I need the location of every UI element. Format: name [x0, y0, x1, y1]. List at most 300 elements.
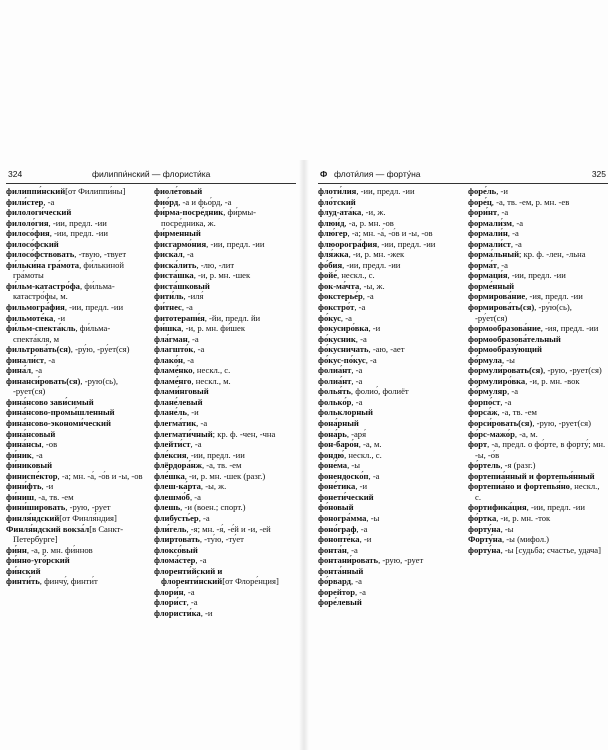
headword: флори́ст [154, 597, 187, 608]
left-column-2 [154, 186, 292, 618]
headword: фле́шка [154, 470, 185, 481]
headword: флибусть́ер [154, 512, 199, 523]
entry-grammar: , -а, тв. -ем [201, 460, 242, 471]
entry-grammar: , -а [354, 586, 366, 597]
dictionary-entry [318, 291, 456, 302]
entry-grammar: , -ии, предл. -ии [49, 228, 108, 239]
entry-grammar: , -а, тв. -ем, р. мн. -ев [491, 196, 570, 207]
dictionary-entry [468, 197, 606, 208]
dictionary-entry [6, 228, 144, 239]
entry-grammar: , -ы [судьба; счастье, удача] [500, 544, 601, 555]
dictionary-entry [468, 502, 606, 513]
headword: фина́нсы [6, 439, 42, 450]
entry-grammar: , -ру́ю(сь), -ру́ет(ся) [475, 302, 572, 323]
headword: фокстро́т [318, 302, 355, 313]
entry-grammar: , -а [340, 312, 352, 323]
entry-grammar: , -а [193, 344, 205, 355]
headword: форса́ж [468, 407, 498, 418]
dictionary-entry [468, 228, 606, 239]
dictionary-entry [468, 460, 606, 471]
dictionary-entry [154, 407, 292, 418]
headword: формообразу́ющий [468, 344, 542, 355]
headword: флегмати́чный [154, 428, 213, 439]
dictionary-entry [6, 239, 144, 250]
dictionary-entry [154, 545, 292, 556]
headword: фла́гман [154, 333, 188, 344]
dictionary-entry [468, 281, 606, 292]
dictionary-entry [6, 302, 144, 313]
entry-grammar: [в Санкт-Петербурге] [13, 523, 124, 545]
left-page [6, 167, 296, 618]
dictionary-entry [468, 524, 606, 535]
headword: флоренти́йский и флоренти́нский [154, 565, 223, 587]
entry-grammar: , -ии, предл. -ии [206, 238, 265, 249]
dictionary-entry [154, 397, 292, 408]
dictionary-entry [318, 481, 456, 492]
headword: фонта́нный [318, 565, 364, 576]
dictionary-entry [6, 355, 144, 366]
entry-grammar: , нескл., с. [192, 365, 231, 376]
entry-grammar: , -ии, предл. -ии [526, 502, 585, 513]
headword: фи́льм-спекта́кль [6, 323, 76, 334]
entry-grammar: , -йи, предл. йи [204, 312, 261, 323]
dictionary-entry [468, 249, 606, 260]
dictionary-entry [468, 334, 606, 345]
dictionary-entry [154, 492, 292, 503]
dictionary-entry [6, 365, 144, 376]
headword: фли́гель [154, 523, 187, 534]
right-page-header [318, 167, 608, 184]
dictionary-entry [154, 197, 292, 208]
dictionary-entry [154, 513, 292, 524]
dictionary-entry [154, 186, 292, 197]
headword: финанси́ровать(ся) [6, 375, 81, 386]
dictionary-entry [154, 207, 292, 228]
headword: филосо́фский [6, 238, 59, 249]
dictionary-entry [468, 429, 606, 440]
entry-grammar: , -и [496, 186, 508, 196]
entry-grammar: , -ы [347, 460, 361, 471]
dictionary-entry [468, 270, 606, 281]
headword: фоно́граф [318, 523, 357, 534]
right-column-1 [318, 186, 456, 608]
headword: флёрдора́нж [154, 460, 202, 471]
dictionary-entry [318, 249, 456, 260]
entry-grammar: , -рую, -рует [65, 502, 111, 513]
dictionary-entry [6, 260, 144, 281]
entry-grammar: , -а [512, 217, 524, 228]
entry-grammar: [от Филиппи́ны] [65, 186, 126, 196]
headword: формули́ровать(ся) [468, 365, 544, 376]
dictionary-entry [318, 566, 456, 577]
headword: фонтани́ровать [318, 555, 379, 566]
entry-grammar: , -иля́ [183, 291, 204, 302]
dictionary-entry [6, 566, 144, 577]
headword: форе́ль [468, 186, 497, 196]
entry-grammar: , фи́льма-катастро́фы, м. [13, 280, 115, 302]
running-head: флоти́лия — форту́на [334, 169, 421, 179]
dictionary-entry [468, 186, 606, 197]
dictionary-entry [468, 302, 606, 323]
dictionary-entry [6, 460, 144, 471]
dictionary-entry [6, 545, 144, 556]
headword: фиска́лить [154, 259, 197, 270]
entry-grammar: , -ии, предл. -ии [186, 449, 245, 460]
entry-grammar: , -а, м. [514, 428, 538, 439]
entry-grammar: , -ов [41, 439, 58, 450]
headword: форт [468, 439, 488, 450]
dictionary-entry [154, 228, 292, 239]
dictionary-entry [154, 281, 292, 292]
headword: Финля́ндский вокза́л [6, 523, 90, 534]
headword: фонети́ческий [318, 491, 374, 502]
entry-grammar: , -а [356, 523, 368, 534]
dictionary-entry [154, 344, 292, 355]
dictionary-entry [6, 524, 144, 545]
headword: форпо́ст [468, 396, 501, 407]
headword: филоло́гия [6, 217, 49, 228]
dictionary-entry [468, 418, 606, 429]
entry-grammar: , -ии, предл. -ии [507, 270, 566, 281]
headword: флешь [154, 502, 181, 513]
entry-grammar: , -а [198, 512, 210, 523]
dictionary-entry [468, 471, 606, 482]
headword: фортифика́ция [468, 502, 527, 513]
headword: фонопте́ка [318, 534, 360, 545]
dictionary-entry [318, 270, 456, 281]
headword: фольклорный [318, 407, 373, 418]
headword: фонендоско́п [318, 470, 369, 481]
headword: фини́фть [6, 481, 42, 492]
headword: фи́льки́на гра́мота [6, 259, 80, 270]
entry-grammar: , -а [365, 354, 377, 365]
dictionary-entry [154, 249, 292, 260]
headword: фиста́шковый [154, 280, 210, 291]
headword: фокусиро́вка [318, 323, 369, 334]
headword: фио́рд [154, 196, 179, 207]
dictionary-entry [6, 429, 144, 440]
headword: фок-ма́чта [318, 280, 360, 291]
entry-grammar: , -а [354, 302, 366, 313]
entry-grammar: , -а [351, 365, 363, 376]
entry-grammar: , -аря́ [346, 428, 367, 439]
headword: флако́н [154, 354, 183, 365]
headword: финали́ст [6, 354, 45, 365]
dictionary-entry [6, 186, 144, 197]
dictionary-entry [6, 439, 144, 450]
headword: фона́рь [318, 428, 347, 439]
headword: фолько́р [318, 396, 352, 407]
entry-grammar: , -ы [366, 512, 380, 523]
dictionary-entry [468, 386, 606, 397]
entry-grammar: , нескл., с. [344, 449, 382, 460]
entry-grammar: , -а [183, 586, 195, 597]
headword: фи́рма-посре́дник [154, 207, 224, 218]
headword: формаци́я [468, 270, 508, 281]
headword: флори́н [154, 586, 184, 597]
dictionary-entry [154, 460, 292, 471]
headword: флоти́лия [318, 186, 357, 196]
entry-grammar: , -твую, -твует [74, 249, 127, 260]
headword: фиоле́товый [154, 186, 203, 196]
dictionary-entry [154, 450, 292, 461]
dictionary-entry [318, 555, 456, 566]
entry-grammar: , фолио́, фолиёт [350, 386, 409, 397]
entry-grammar: , -ии, предл. -ии [377, 238, 436, 249]
headword: фона́рный [318, 418, 359, 429]
headword: флейти́ст [154, 439, 191, 450]
entry-grammar: , -а; мн. -а́, -о́в и -ы, -ов [347, 228, 433, 239]
entry-grammar: , -а [43, 196, 55, 207]
headword: фо́бия [318, 259, 343, 270]
page-number: 325 [591, 169, 606, 179]
dictionary-entry [154, 323, 292, 334]
entry-grammar: , -рую, -рует [378, 555, 424, 566]
entry-grammar: , -а [186, 597, 198, 608]
dictionary-entry [154, 302, 292, 313]
dictionary-entry [154, 587, 292, 598]
headword: фи́нно-уго́рский [6, 555, 70, 566]
headword: флешмо́б [154, 491, 190, 502]
entry-grammar: , -а [44, 354, 56, 365]
dictionary-entry [6, 492, 144, 503]
entry-grammar: , -ы, ж. [359, 280, 385, 291]
headword: флю́гер [318, 228, 348, 239]
dictionary-entry [468, 513, 606, 524]
headword: флагшто́к [154, 344, 194, 355]
headword: фиска́л [154, 249, 183, 260]
dictionary-entry [318, 587, 456, 598]
dictionary-entry [468, 534, 606, 545]
dictionary-entry [154, 566, 292, 587]
dictionary-entry [154, 386, 292, 397]
dictionary-entry [318, 597, 456, 608]
entry-grammar: , -а, р. мн. -ов [344, 217, 394, 228]
headword: форту́на [468, 544, 501, 555]
dictionary-entry [154, 429, 292, 440]
headword: фи́льм-катастро́фа [6, 280, 80, 291]
dictionary-entry [154, 555, 292, 566]
dictionary-entry [6, 344, 144, 355]
entry-grammar: , -ии, предл. -ии [342, 259, 401, 270]
headword: фина́нсовый [6, 428, 56, 439]
entry-grammar: , -а [351, 396, 363, 407]
dictionary-entry [468, 407, 606, 418]
headword: форе́левый [318, 597, 362, 608]
entry-grammar: , нескл., с. [337, 270, 375, 281]
dictionary-entry [318, 450, 456, 461]
entry-grammar: , -ии, предл. -ии [48, 217, 107, 228]
dictionary-entry [318, 386, 456, 397]
dictionary-entry [6, 481, 144, 492]
headword: фини́шировать [6, 502, 66, 513]
headword: флеш-ка́рта [154, 481, 201, 492]
dictionary-entry [154, 502, 292, 513]
entry-grammar: , -а и фьо́рд, -а [178, 196, 232, 207]
entry-grammar: , -а [362, 291, 374, 302]
entry-grammar: , -ия, предл. -ии [525, 291, 583, 302]
dictionary-entry [154, 313, 292, 324]
dictionary-entry [154, 334, 292, 345]
headword: фина́нсово-экономи́ческий [6, 418, 111, 429]
entry-grammar: , фи́рмы-посре́дника, ж. [161, 207, 256, 228]
dictionary-entry [318, 344, 456, 355]
headword: флане́левый [154, 396, 203, 407]
entry-grammar: , -ии, предл. -ии [356, 186, 415, 196]
entry-grammar: , -а [507, 228, 519, 239]
headword: фо́кусничать [318, 344, 369, 355]
dictionary-entry [154, 376, 292, 387]
headword: форма́т [468, 259, 497, 270]
headword: фо́рмуляр [468, 386, 508, 397]
dictionary-entry [6, 397, 144, 408]
entry-grammar: , -ы (мифол.) [502, 534, 550, 545]
entry-grammar: , -а [507, 386, 519, 397]
dictionary-entry [154, 355, 292, 366]
entry-grammar: , -рую, -рует(ся) [543, 365, 602, 376]
headword: фи́рменный [154, 228, 201, 239]
dictionary-entry [6, 376, 144, 397]
headword: форси́ровать(ся) [468, 418, 533, 429]
dictionary-entry [318, 418, 456, 429]
headword: фи́нский [6, 565, 41, 576]
headword: фойе́ [318, 270, 338, 281]
headword: формулиро́вка [468, 375, 526, 386]
entry-grammar: , -ы, ж. [200, 481, 227, 492]
dictionary-entry [318, 207, 456, 218]
running-head: филиппи́нский — флористи́ка [92, 169, 211, 179]
entry-grammar: [от Флоре́нция] [222, 576, 279, 587]
entry-grammar: ; кр. ф. -лен, -льна [519, 249, 586, 260]
entry-grammar: [от Финля́ндия] [59, 512, 117, 523]
headword: фон-баро́н [318, 439, 359, 450]
headword: фори́нт [468, 207, 498, 218]
headword: фо́рвард [318, 576, 351, 587]
entry-grammar: , -ру́ю, -ру́ет(ся) [70, 344, 130, 355]
entry-grammar: , -рую(сь), -рует(ся) [13, 375, 119, 397]
entry-grammar: , -и, р. мн. фи́шек [181, 323, 246, 334]
entry-grammar: , фи́лькиной гра́моты [13, 259, 125, 281]
headword: фламе́нко [154, 365, 193, 376]
dictionary-entry [318, 228, 456, 239]
entry-grammar: , -а [346, 544, 358, 555]
dictionary-entry [318, 397, 456, 408]
entry-grammar: , фи́льма-спекта́кля, м [13, 323, 111, 344]
headword: флами́нговый [154, 386, 209, 397]
headword: Форту́на [468, 534, 502, 545]
dictionary-entry [468, 545, 606, 556]
entry-grammar: , -ы [500, 523, 514, 534]
headword: финиспе́ктор [6, 470, 58, 481]
entry-grammar: , -а, р. мн. фи́ннов [26, 544, 93, 555]
headword: фоне́ма [318, 460, 348, 471]
headword: фо́рс-мажо́р [468, 428, 515, 439]
headword: флегма́тик [154, 418, 197, 429]
dictionary-entry [318, 323, 456, 334]
entry-grammar: , -а [182, 354, 194, 365]
dictionary-entry [318, 429, 456, 440]
dictionary-entry [318, 407, 456, 418]
headword: фи́никовый [6, 460, 53, 471]
headword: финти́ть [6, 576, 40, 587]
entry-grammar: , -а [187, 333, 199, 344]
headword: форме́нный [468, 280, 515, 291]
dictionary-entry [468, 365, 606, 376]
dictionary-entry [154, 365, 292, 376]
headword: фиста́шка [154, 270, 194, 281]
entry-grammar: , -и [355, 481, 368, 492]
headword: филосо́фствовать [6, 249, 75, 260]
headword: фи́ниш [6, 491, 35, 502]
dictionary-entry [318, 313, 456, 324]
dictionary-entry [318, 576, 456, 587]
book-gutter [299, 160, 309, 750]
entry-grammar: , -рую, -рует(ся) [532, 418, 591, 429]
entry-grammar: , финчу́, финти́т [39, 576, 98, 587]
entry-grammar: , -аю, -ает [368, 344, 405, 355]
headword: фолиа́нт [318, 375, 352, 386]
headword: формали́зм [468, 217, 513, 228]
headword: фо́кус-по́кус [318, 354, 366, 365]
dictionary-entry [318, 281, 456, 292]
headword: фина́нсово зави́симый [6, 396, 94, 407]
dictionary-entry [318, 334, 456, 345]
dictionary-entry [6, 450, 144, 461]
headword: фоне́тика [318, 481, 356, 492]
headword: фи́нн [6, 544, 27, 555]
dictionary-entry [154, 597, 292, 608]
entry-grammar: , -и [186, 407, 199, 418]
dictionary-entry [6, 407, 144, 418]
headword: флоксо́вый [154, 544, 198, 555]
dictionary-entry [468, 239, 606, 250]
dictionary-entry [154, 418, 292, 429]
entry-grammar: , -и, р. мн. -вок [525, 375, 580, 386]
left-column-1 [6, 186, 144, 587]
entry-grammar: , -ия, предл. -ии [540, 323, 599, 334]
dictionary-entry [468, 376, 606, 387]
entry-grammar: , -я; мн. -я́, -е́й и -и, -ей [186, 523, 271, 534]
dictionary-entry [6, 249, 144, 260]
headword: фоногра́мма [318, 512, 367, 523]
dictionary-entry [318, 439, 456, 450]
entry-grammar: , -и [359, 534, 372, 545]
headword: фо́ртка [468, 512, 497, 523]
entry-grammar: , -а [195, 555, 207, 566]
headword: фле́ксия [154, 449, 187, 460]
dictionary-entry [6, 323, 144, 344]
dictionary-entry [6, 218, 144, 229]
entry-grammar: , -и [368, 323, 381, 334]
entry-grammar: , -и, р. мн. -шек (разг.) [184, 470, 266, 481]
headword: флане́ль [154, 407, 187, 418]
dictionary-entry [318, 197, 456, 208]
headword: фонта́н [318, 544, 347, 555]
headword: фло́тский [318, 196, 356, 207]
page-number: 324 [8, 169, 23, 179]
dictionary-entry [318, 302, 456, 313]
headword: фи́ник [6, 449, 32, 460]
entry-grammar: , -а, тв. -ем [34, 491, 74, 502]
dictionary-entry [6, 471, 144, 482]
headword: фо́новый [318, 502, 354, 513]
entry-grammar: , -а; мн. -а́, -о́в и -ы, -ов [57, 470, 143, 481]
headword: фолья́ть [318, 386, 351, 397]
dictionary-entry [318, 376, 456, 387]
dictionary-entry [6, 513, 144, 524]
dictionary-entry [318, 260, 456, 271]
dictionary-entry [318, 186, 456, 197]
